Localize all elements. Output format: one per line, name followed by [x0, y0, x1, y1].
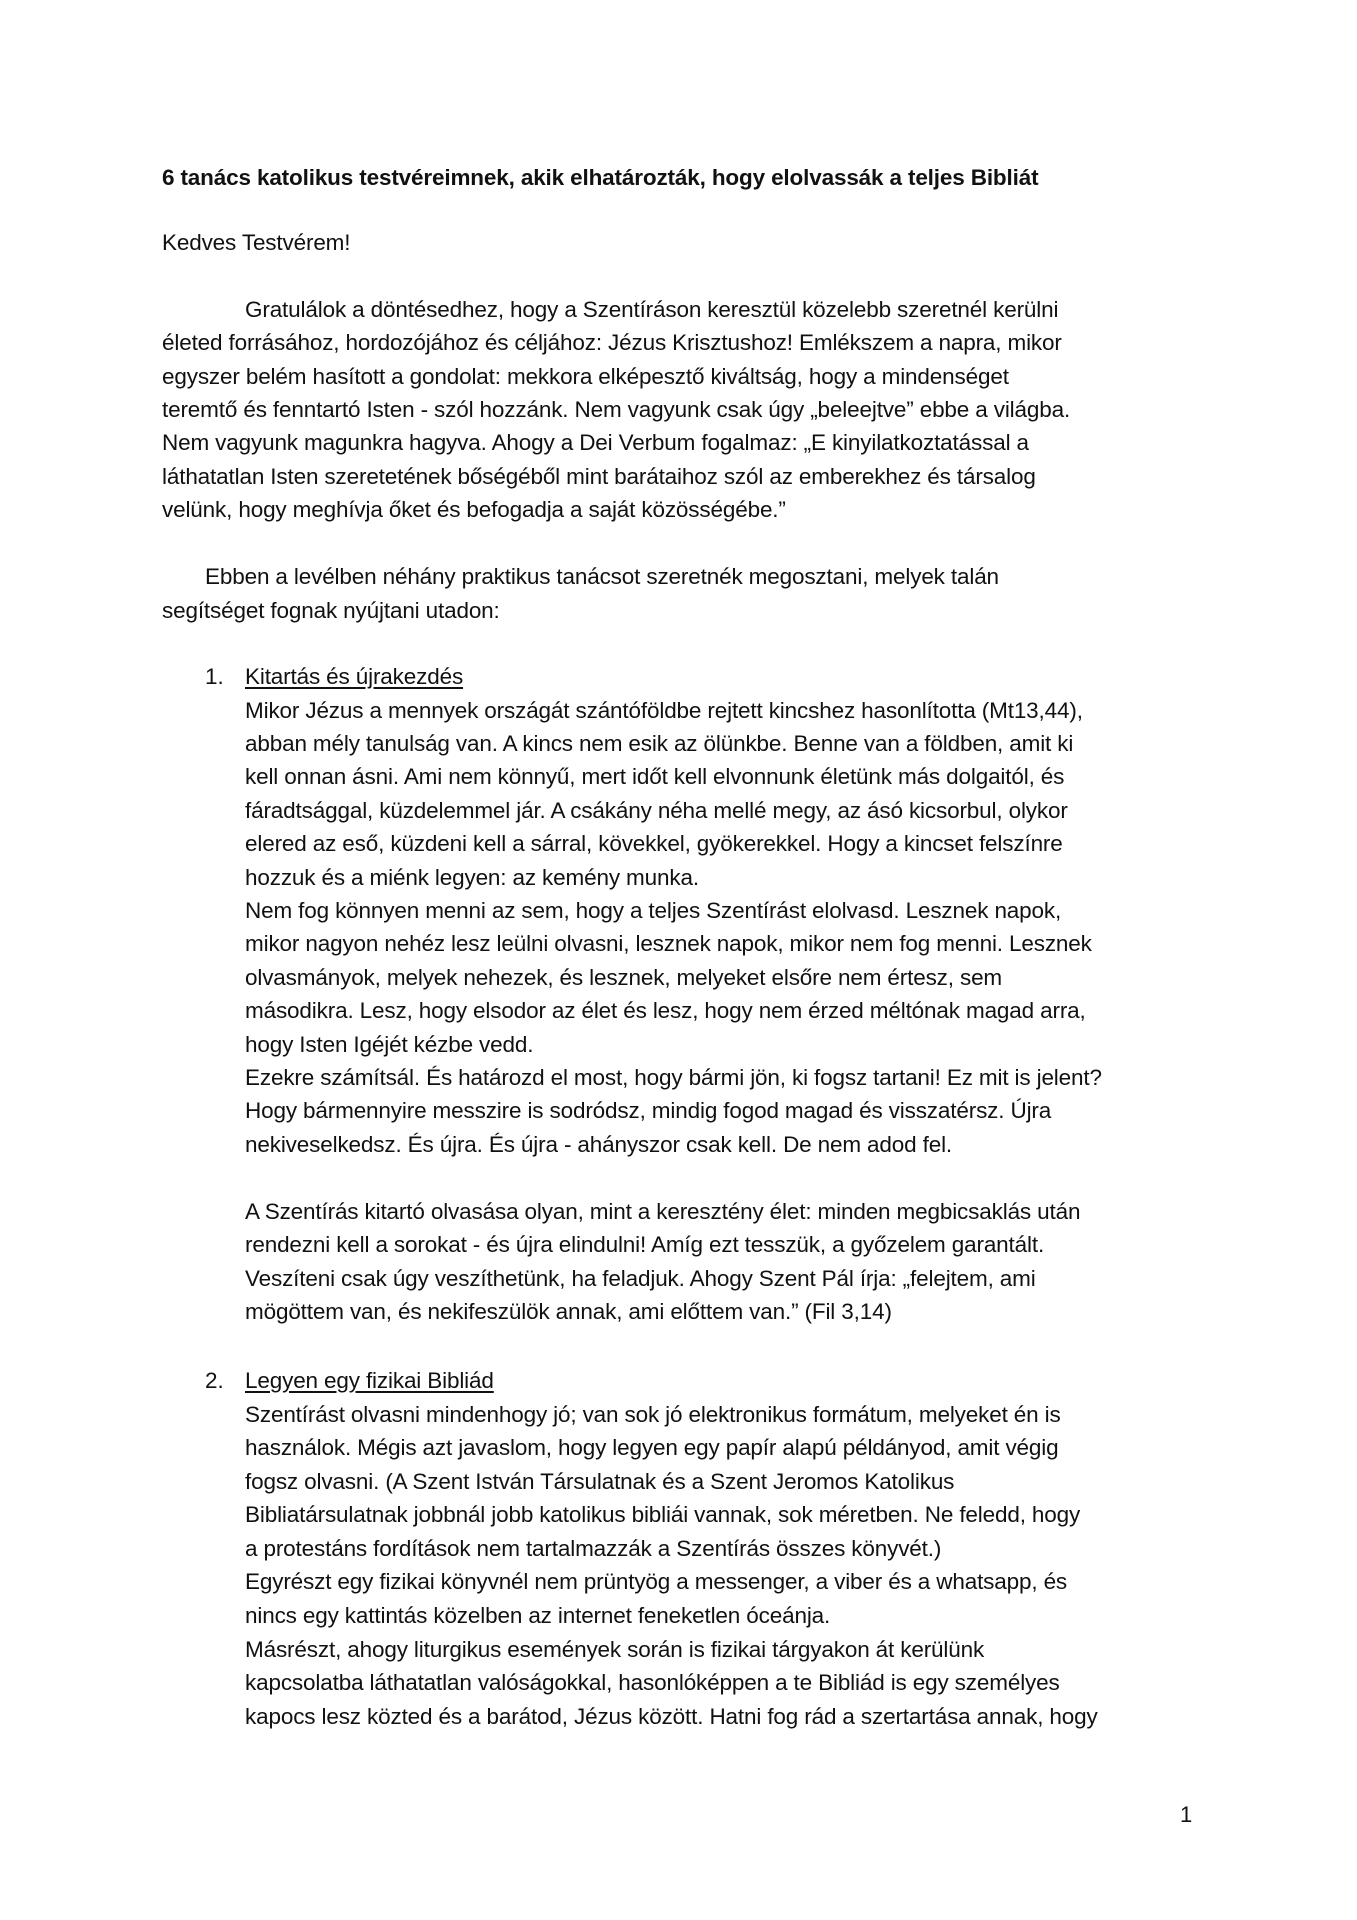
section-line: nincs egy kattintás közelben az internet feneketlen óceánja.	[245, 1603, 831, 1628]
section-closing-line: A Szentírás kitartó olvasása olyan, mint a keresztény élet: minden megbicsaklás után	[245, 1199, 1081, 1224]
section-line: Ezekre számítsál. És határozd el most, hogy bármi jön, ki fogsz tartani! Ez mit is jelent?	[245, 1065, 1102, 1090]
section-number: 2.	[205, 1368, 224, 1393]
intro-line: teremtő és fenntartó Isten - szól hozzánk. Nem vagyunk csak úgy „beleejtve” ebbe a világba.	[162, 397, 1071, 422]
lead-line: segítséget fognak nyújtani utadon:	[162, 598, 500, 623]
page-number: 1	[1180, 1802, 1193, 1827]
section-line: használok. Mégis azt javaslom, hogy legyen egy papír alapú példányod, amit végig	[245, 1435, 1059, 1460]
intro-line: életed forrásához, hordozójához és céljához: Jézus Krisztushoz! Emlékszem a napra, mikor	[162, 330, 1062, 355]
section-number: 1.	[205, 664, 224, 689]
section-line: kapcsolatba láthatatlan valóságokkal, hasonlóképpen a te Bibliád is egy személyes	[245, 1670, 1060, 1695]
section-line: nekiveselkedsz. És újra. És újra - ahányszor csak kell. De nem adod fel.	[245, 1132, 953, 1157]
section-line: hozzuk és a miénk legyen: az kemény munka.	[245, 865, 699, 890]
intro-line: egyszer belém hasított a gondolat: mekkora elképesztő kiváltság, hogy a mindenséget	[162, 364, 1009, 389]
intro-line: Nem vagyunk magunkra hagyva. Ahogy a Dei Verbum fogalmaz: „E kinyilatkoztatással a	[162, 430, 1029, 455]
intro-line: velünk, hogy meghívja őket és befogadja a saját közösségébe.”	[162, 497, 786, 522]
greeting: Kedves Testvérem!	[162, 230, 351, 255]
section-line: Mikor Jézus a mennyek országát szántóföldbe rejtett kincshez hasonlította (Mt13,44),	[245, 698, 1083, 723]
section-line: Másrészt, ahogy liturgikus események során is fizikai tárgyakon át kerülünk	[245, 1637, 985, 1662]
section-closing-line: mögöttem van, és nekifeszülök annak, ami előttem van.” (Fil 3,14)	[245, 1299, 892, 1324]
section-closing-line: Veszíteni csak úgy veszíthetünk, ha feladjuk. Ahogy Szent Pál írja: „felejtem, ami	[245, 1266, 1036, 1291]
section-line: Bibliatársulatnak jobbnál jobb katolikus bibliái vannak, sok méretben. Ne feledd, hogy	[245, 1502, 1081, 1527]
section-line: hogy Isten Igéjét kézbe vedd.	[245, 1032, 534, 1057]
section-line: Egyrészt egy fizikai könyvnél nem prüntyög a messenger, a viber és a whatsapp, és	[245, 1569, 1068, 1594]
section-closing-line: rendezni kell a sorokat - és újra elindulni! Amíg ezt tesszük, a győzelem garantált.	[245, 1232, 1045, 1257]
section-line: Szentírást olvasni mindenhogy jó; van sok jó elektronikus formátum, melyeket én is	[245, 1402, 1061, 1427]
section-line: fáradtsággal, küzdelemmel jár. A csákány néha mellé megy, az ásó kicsorbul, olykor	[245, 798, 1068, 823]
document-title: 6 tanács katolikus testvéreimnek, akik elhatározták, hogy elolvassák a teljes Bibliát	[162, 165, 1039, 190]
section-line: abban mély tanulság van. A kincs nem esik az ölünkbe. Benne van a földben, amit ki	[245, 731, 1074, 756]
section-heading: Legyen egy fizikai Bibliád	[245, 1368, 494, 1393]
section-line: másodikra. Lesz, hogy elsodor az élet és lesz, hogy nem érzed méltónak magad arra,	[245, 998, 1086, 1023]
lead-line: Ebben a levélben néhány praktikus tanácsot szeretnék megosztani, melyek talán	[205, 564, 999, 589]
section-line: fogsz olvasni. (A Szent István Társulatnak és a Szent Jeromos Katolikus	[245, 1469, 955, 1494]
section-line: a protestáns fordítások nem tartalmazzák a Szentírás összes könyvét.)	[245, 1536, 942, 1561]
intro-line: Gratulálok a döntésedhez, hogy a Szentíráson keresztül közelebb szeretnél kerülni	[245, 297, 1059, 322]
section-line: kell onnan ásni. Ami nem könnyű, mert időt kell elvonnunk életünk más dolgaitól, és	[245, 764, 1065, 789]
section-line: elered az eső, küzdeni kell a sárral, kövekkel, gyökerekkel. Hogy a kincset felszínre	[245, 831, 1063, 856]
section-line: Hogy bármennyire messzire is sodródsz, mindig fogod magad és visszatérsz. Újra	[245, 1098, 1052, 1123]
intro-line: láthatatlan Isten szeretetének bőségéből mint barátaihoz szól az emberekhez és társalog	[162, 464, 1036, 489]
section-line: olvasmányok, melyek nehezek, és lesznek, melyeket elsőre nem értesz, sem	[245, 965, 1003, 990]
section-line: Nem fog könnyen menni az sem, hogy a teljes Szentírást elolvasd. Lesznek napok,	[245, 898, 1062, 923]
section-line: kapocs lesz közted és a barátod, Jézus között. Hatni fog rád a szertartása annak, hogy	[245, 1704, 1098, 1729]
section-line: mikor nagyon nehéz lesz leülni olvasni, lesznek napok, mikor nem fog menni. Lesznek	[245, 931, 1092, 956]
section-heading: Kitartás és újrakezdés	[245, 664, 464, 689]
